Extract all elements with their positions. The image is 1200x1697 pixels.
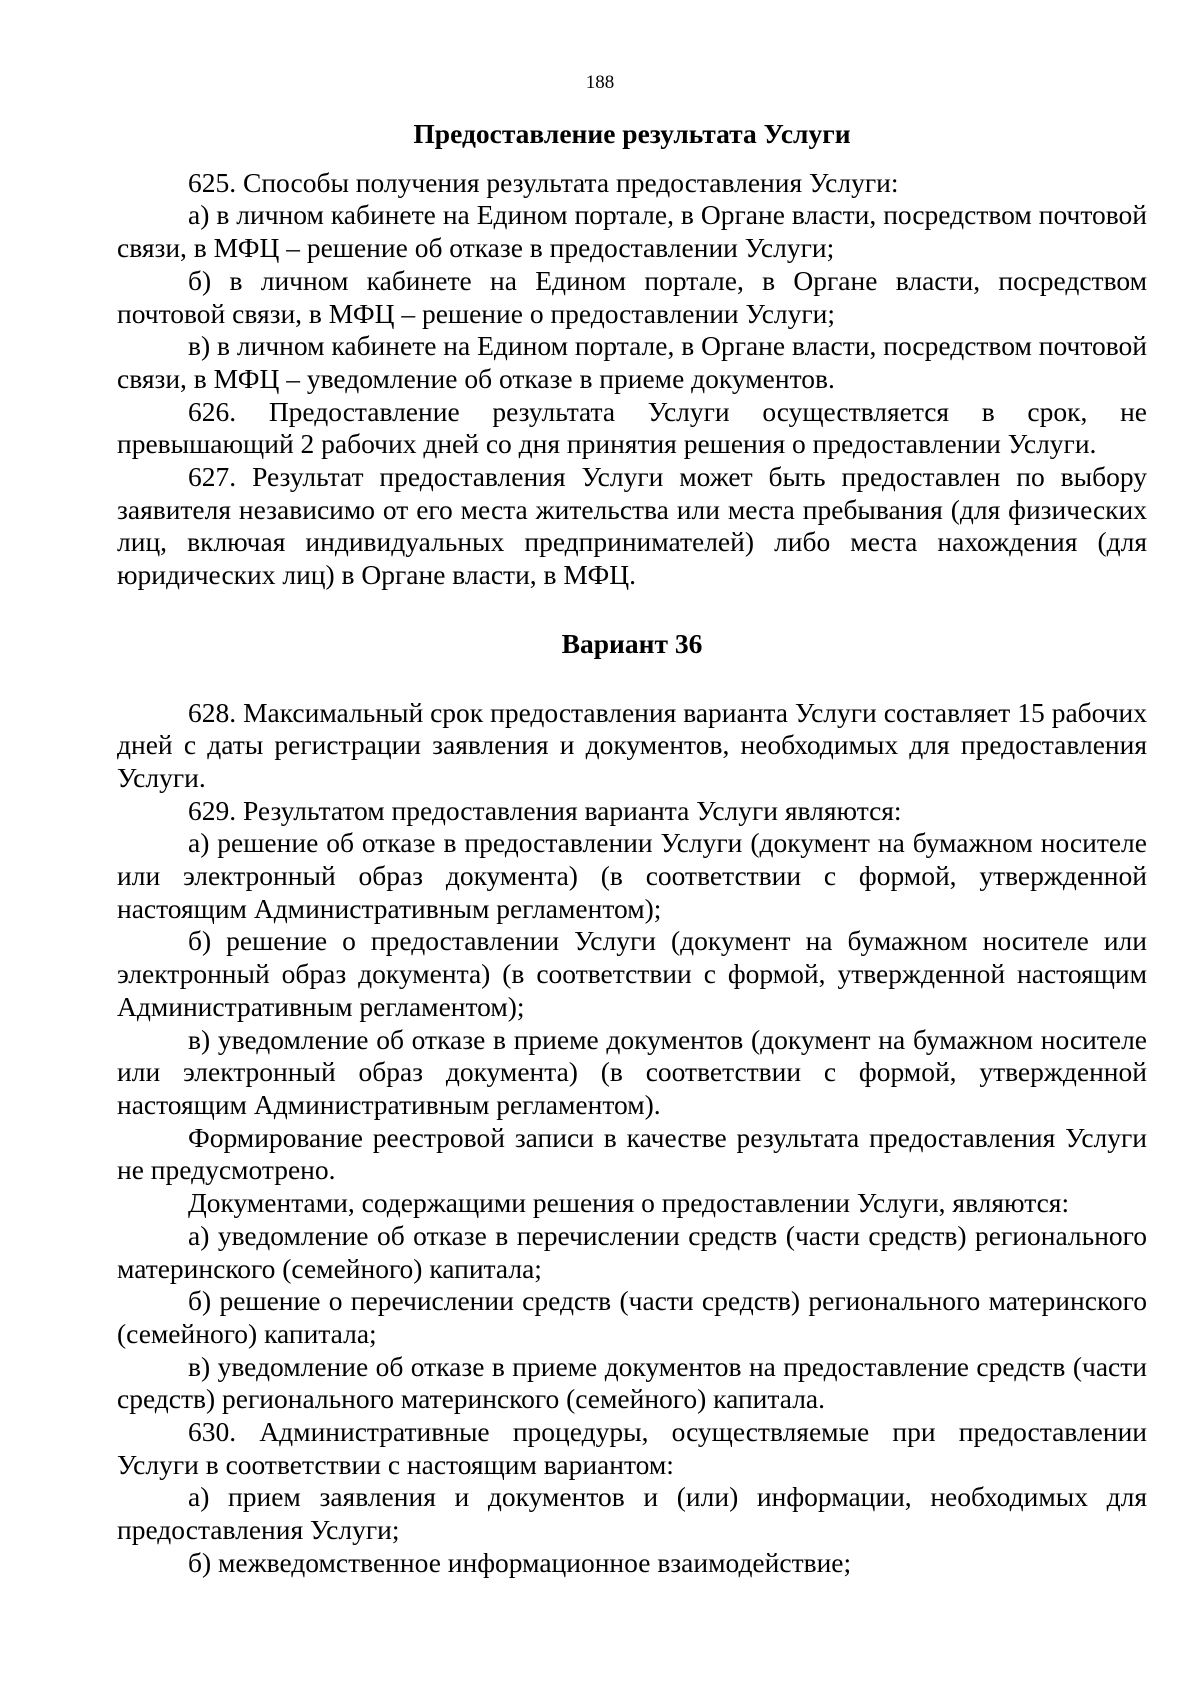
paragraph-629: 629. Результатом предоставления варианта Услуги являются: — [188, 794, 902, 826]
paragraph-625: 625. Способы получения результата предоставления Услуги: — [188, 166, 899, 198]
paragraph-629-b: б) решение о предоставлении Услуги (документ на бумажном носителе или электронный образ документа) (в соответствии с формой, утвержденной настоящим Административным регламентом); — [117, 925, 1147, 1022]
paragraph-627: 627. Результат предоставления Услуги может быть предоставлен по выбору заявителя независимо от его места жительства или места пребывания (для физических лиц, включая индивидуальных предпринимателей) либо места нахождения (для юридических лиц) в Органе власти, в МФЦ. — [117, 461, 1147, 591]
paragraph-630-b: б) межведомственное информационное взаимодействие; — [188, 1546, 852, 1578]
paragraph-630-a: а) прием заявления и документов и (или) информации, необходимых для предоставления Услуги; — [117, 1481, 1147, 1546]
paragraph-decision-docs-a: а) уведомление об отказе в перечислении средств (части средств) регионального материнского (семейного) капитала; — [117, 1219, 1147, 1284]
paragraph-628: 628. Максимальный срок предоставления варианта Услуги составляет 15 рабочих дней с даты регистрации заявления и документов, необходимых для предоставления Услуги. — [117, 696, 1147, 793]
paragraph-629-a: а) решение об отказе в предоставлении Услуги (документ на бумажном носителе или электронный образ документа) (в соответствии с формой, утвержденной настоящим Административным регламентом); — [117, 827, 1147, 924]
paragraph-625-b: б) в личном кабинете на Едином портале, в Органе власти, посредством почтовой связи, в МФЦ – решение о предоставлении Услуги; — [117, 264, 1147, 329]
paragraph-629-v: в) уведомление об отказе в приеме документов (документ на бумажном носителе или электронный образ документа) (в соответствии с формой, утвержденной настоящим Административным регламентом). — [117, 1023, 1147, 1120]
paragraph-630: 630. Административные процедуры, осуществляемые при предоставлении Услуги в соответствии с настоящим вариантом: — [117, 1416, 1147, 1480]
paragraph-decision-docs: Документами, содержащими решения о предоставлении Услуги, являются: — [188, 1187, 1070, 1219]
section-heading: Предоставление результата Услуги — [413, 118, 851, 149]
paragraph-registry-note: Формирование реестровой записи в качестве результата предоставления Услуги не предусмотрено. — [117, 1121, 1147, 1186]
document-body — [117, 118, 1147, 1580]
paragraph-decision-docs-v: в) уведомление об отказе в приеме документов на предоставление средств (части средств) регионального материнского (семейного) капитала. — [117, 1350, 1147, 1415]
paragraph-625-v: в) в личном кабинете на Едином портале, в Органе власти, посредством почтовой связи, в МФЦ – уведомление об отказе в приеме документов. — [117, 330, 1147, 394]
page-number: 188 — [585, 72, 615, 93]
paragraph-626: 626. Предоставление результата Услуги осуществляется в срок, не превышающий 2 рабочих дней со дня принятия решения о предоставлении Услуги. — [117, 395, 1147, 460]
paragraph-625-a: а) в личном кабинете на Едином портале, в Органе власти, посредством почтовой связи, в МФЦ – решение об отказе в предоставлении Услуги; — [117, 199, 1147, 264]
variant-heading: Вариант 36 — [561, 627, 703, 659]
paragraph-decision-docs-b: б) решение о перечислении средств (части средств) регионального материнского (семейного) капитала; — [117, 1285, 1147, 1349]
